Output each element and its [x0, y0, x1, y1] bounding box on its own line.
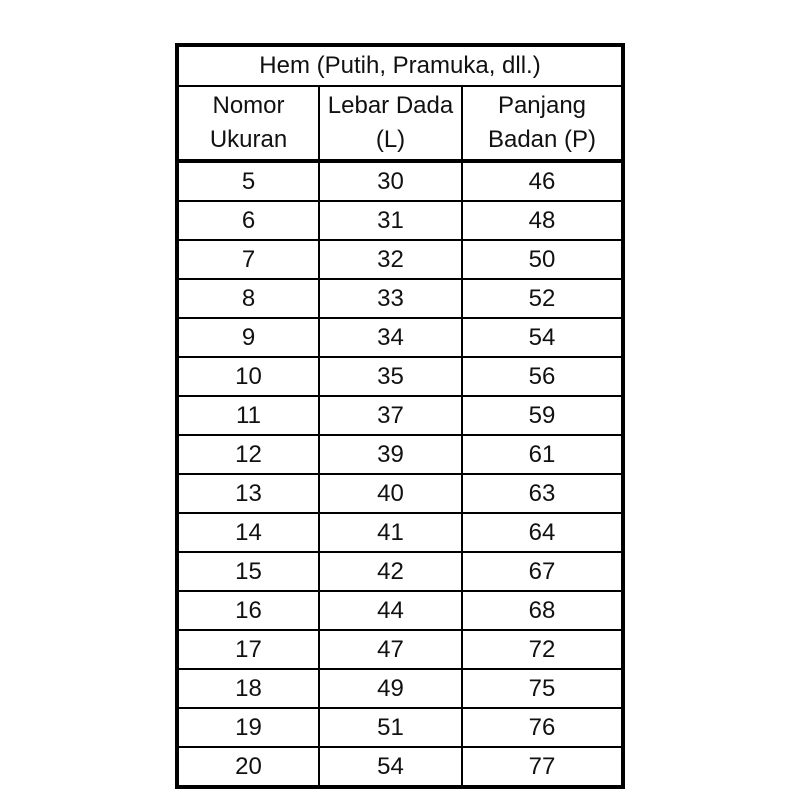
header-size-number: [177, 86, 319, 161]
cell-size-number: 14: [177, 513, 319, 552]
cell-body-length: 72: [462, 630, 623, 669]
cell-size-number: 6: [177, 201, 319, 240]
cell-body-length: 56: [462, 357, 623, 396]
table-row: [177, 201, 623, 240]
table-row: [177, 669, 623, 708]
cell-chest-width: 37: [319, 396, 462, 435]
table-row: [177, 161, 623, 201]
header-body-length: [462, 86, 623, 161]
header-line: Badan (P): [487, 126, 597, 153]
cell-chest-width: 32: [319, 240, 462, 279]
cell-chest-width: 35: [319, 357, 462, 396]
table-body: [177, 161, 623, 787]
cell-chest-width: 47: [319, 630, 462, 669]
cell-body-length: 59: [462, 396, 623, 435]
cell-size-number: 19: [177, 708, 319, 747]
cell-body-length: 46: [462, 161, 623, 201]
cell-body-length: 54: [462, 318, 623, 357]
cell-body-length: 63: [462, 474, 623, 513]
table-row: [177, 513, 623, 552]
table-row: [177, 357, 623, 396]
cell-size-number: 13: [177, 474, 319, 513]
cell-chest-width: 33: [319, 279, 462, 318]
cell-body-length: 76: [462, 708, 623, 747]
table-row: [177, 591, 623, 630]
cell-body-length: 50: [462, 240, 623, 279]
table-row: [177, 279, 623, 318]
table-row: [177, 318, 623, 357]
cell-body-length: 77: [462, 747, 623, 787]
table-title: Hem (Putih, Pramuka, dll.): [177, 45, 623, 86]
header-chest-width: [319, 86, 462, 161]
table-row: [177, 630, 623, 669]
cell-chest-width: 44: [319, 591, 462, 630]
cell-body-length: 61: [462, 435, 623, 474]
title-row: [177, 45, 623, 86]
cell-chest-width: 40: [319, 474, 462, 513]
header-line: Panjang: [497, 92, 587, 119]
cell-body-length: 48: [462, 201, 623, 240]
table-row: [177, 747, 623, 787]
table-row: [177, 240, 623, 279]
cell-size-number: 17: [177, 630, 319, 669]
cell-chest-width: 31: [319, 201, 462, 240]
cell-chest-width: 42: [319, 552, 462, 591]
cell-chest-width: 34: [319, 318, 462, 357]
cell-size-number: 12: [177, 435, 319, 474]
size-table: [175, 43, 625, 789]
table-row: [177, 708, 623, 747]
header-line: (L): [375, 126, 406, 153]
cell-size-number: 7: [177, 240, 319, 279]
cell-body-length: 64: [462, 513, 623, 552]
cell-body-length: 68: [462, 591, 623, 630]
cell-body-length: 67: [462, 552, 623, 591]
cell-chest-width: 49: [319, 669, 462, 708]
cell-chest-width: 30: [319, 161, 462, 201]
header-line: Ukuran: [209, 126, 288, 153]
cell-size-number: 20: [177, 747, 319, 787]
table-row: [177, 552, 623, 591]
cell-size-number: 10: [177, 357, 319, 396]
cell-body-length: 52: [462, 279, 623, 318]
table-row: [177, 396, 623, 435]
cell-chest-width: 41: [319, 513, 462, 552]
cell-chest-width: 39: [319, 435, 462, 474]
header-line: Nomor: [212, 92, 285, 119]
cell-body-length: 75: [462, 669, 623, 708]
table-row: [177, 435, 623, 474]
cell-size-number: 9: [177, 318, 319, 357]
cell-size-number: 16: [177, 591, 319, 630]
table-row: [177, 474, 623, 513]
cell-chest-width: 54: [319, 747, 462, 787]
cell-size-number: 15: [177, 552, 319, 591]
header-line: Lebar Dada: [327, 92, 454, 119]
cell-size-number: 18: [177, 669, 319, 708]
cell-size-number: 11: [177, 396, 319, 435]
cell-size-number: 5: [177, 161, 319, 201]
cell-chest-width: 51: [319, 708, 462, 747]
header-row: [177, 86, 623, 161]
cell-size-number: 8: [177, 279, 319, 318]
